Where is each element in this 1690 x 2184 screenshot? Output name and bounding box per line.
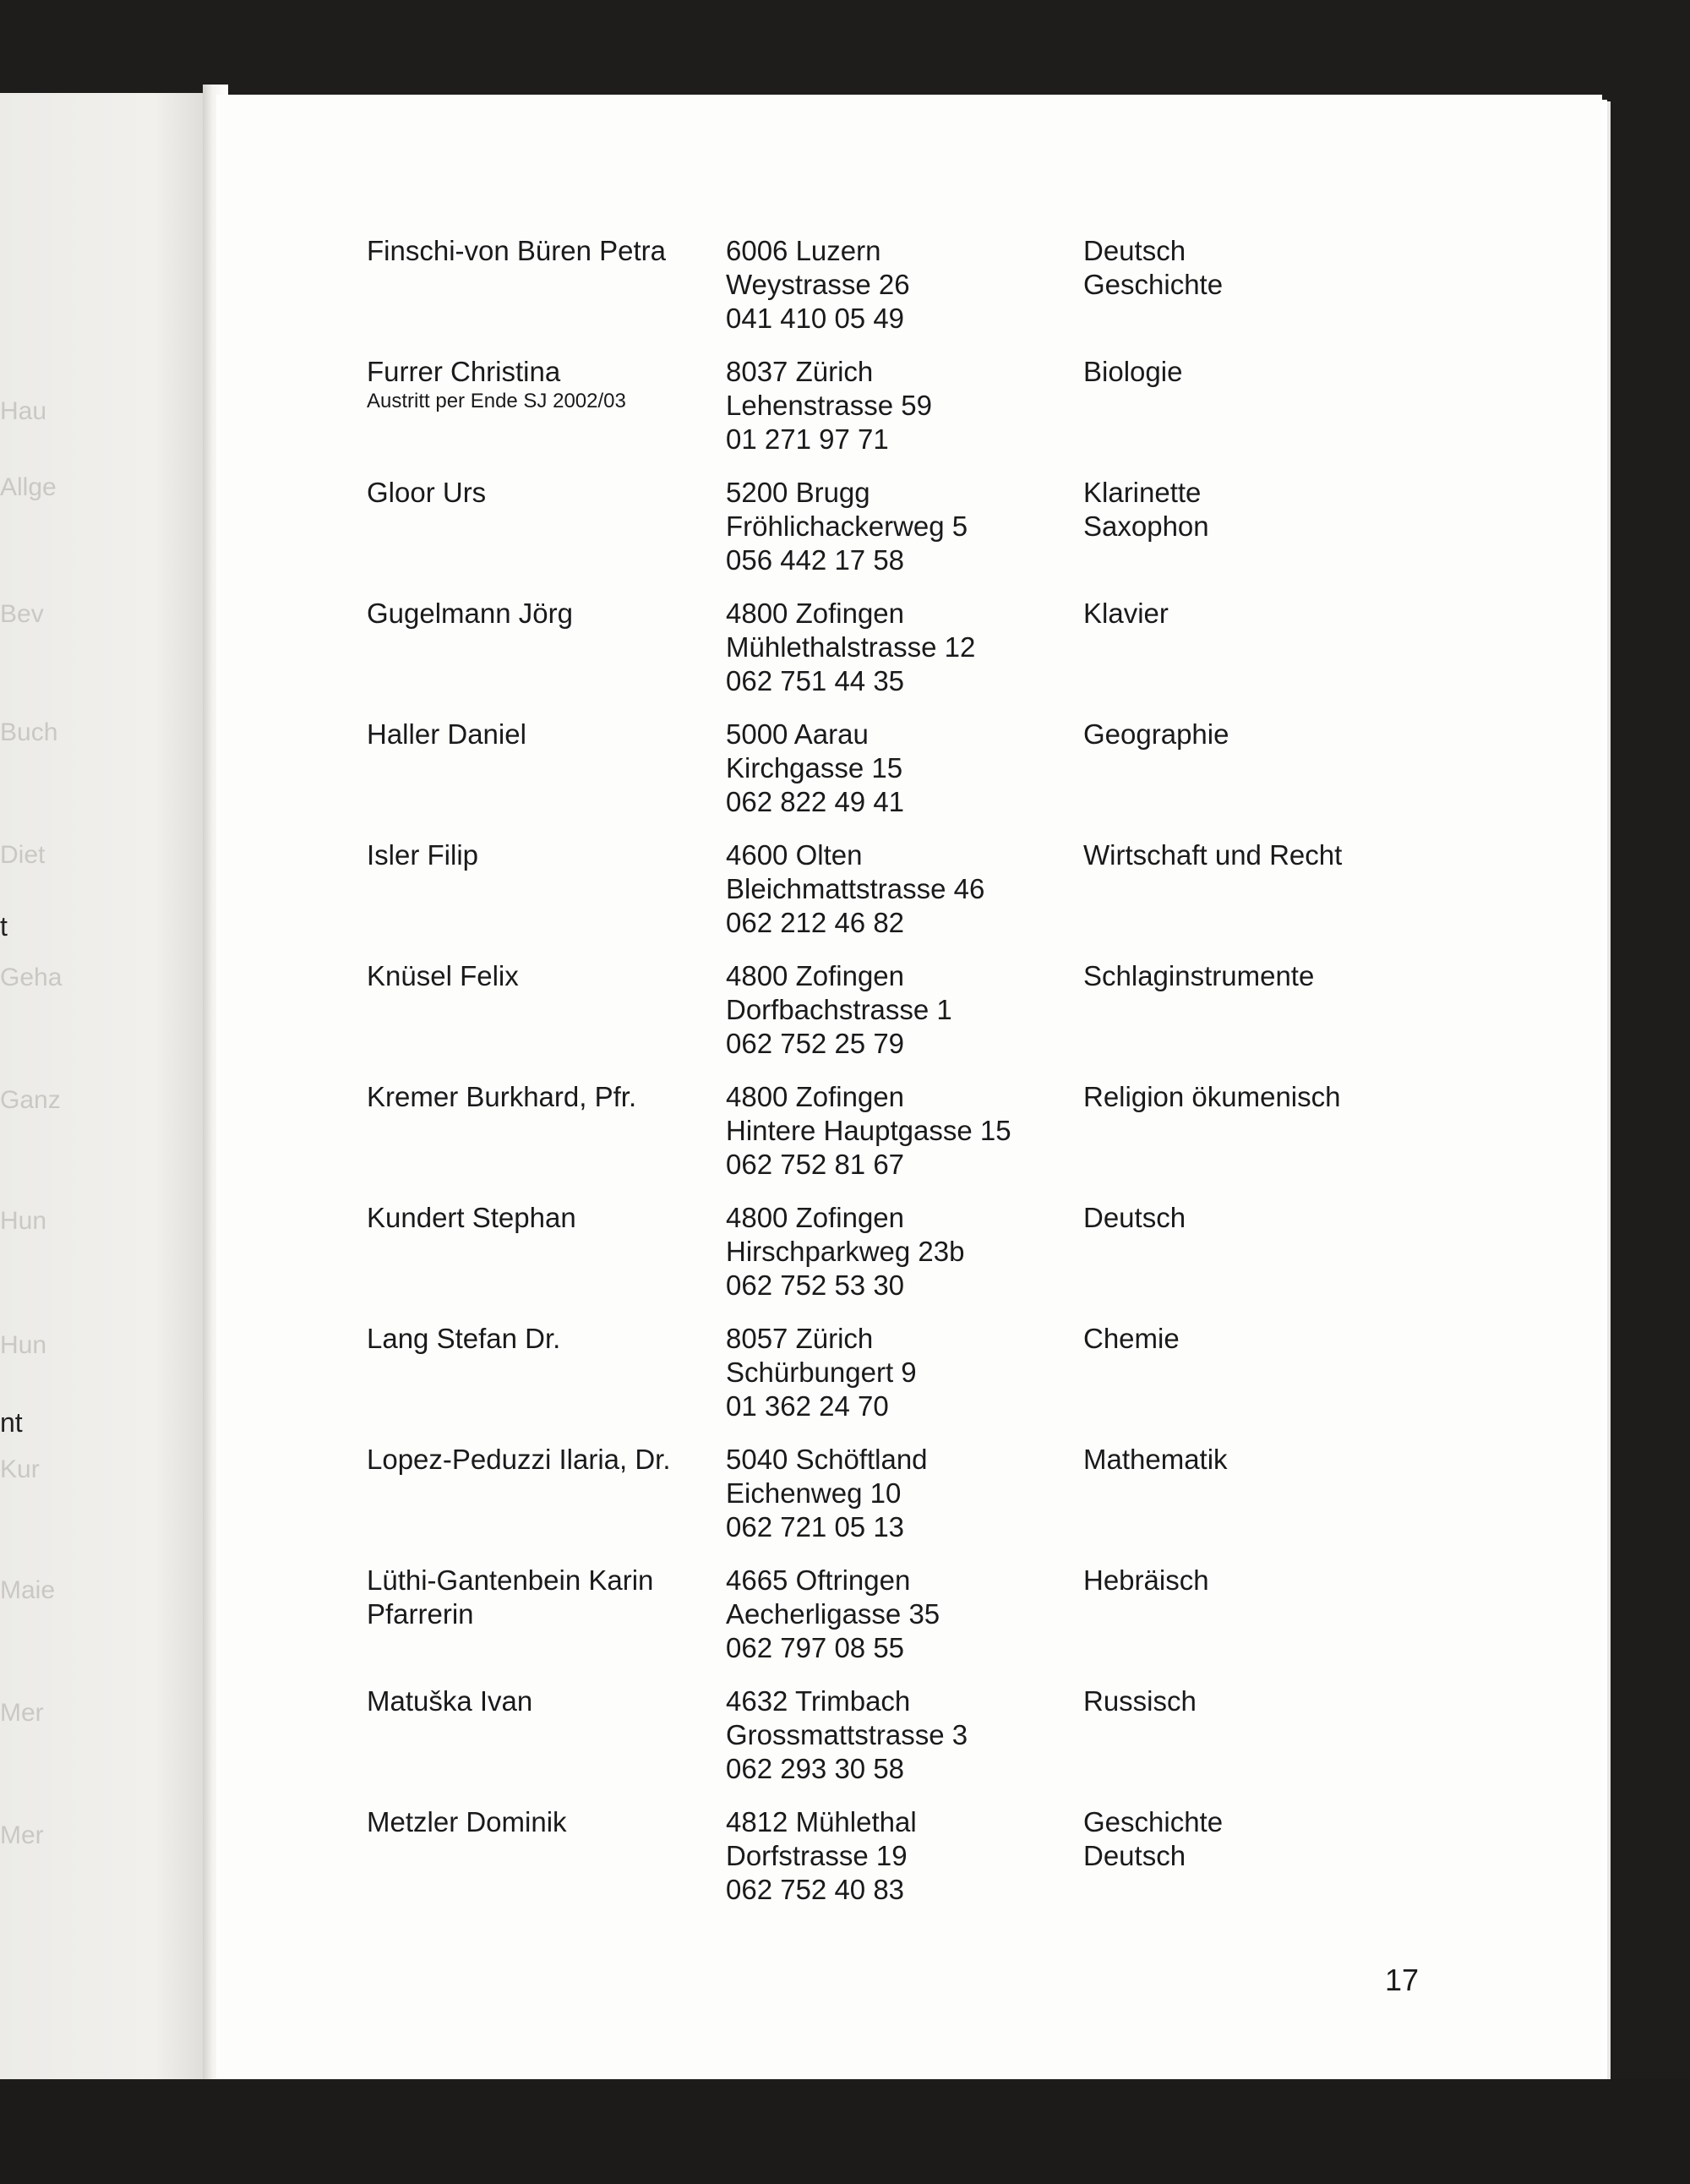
entry-name-column	[367, 1201, 722, 1235]
directory-entry	[367, 838, 1550, 959]
entry-phone: 062 752 81 67	[726, 1149, 905, 1180]
scanner-background	[0, 2079, 1690, 2184]
entry-name-column	[367, 1080, 722, 1114]
page-number: 17	[1385, 1963, 1420, 1997]
entry-address-column	[726, 476, 1081, 577]
directory-entry	[367, 476, 1550, 597]
entry-city: 5040 Schöftland	[726, 1444, 928, 1475]
entry-address-column	[726, 597, 1081, 698]
left-page-fragment: Diet	[0, 841, 46, 869]
entry-street: Grossmattstrasse 3	[726, 1719, 968, 1750]
entry-name: Gloor Urs	[367, 477, 487, 508]
entry-subject: Religion ökumenisch	[1083, 1081, 1341, 1112]
teacher-directory	[367, 234, 1550, 1926]
entry-phone: 01 362 24 70	[726, 1390, 889, 1422]
left-page-fragment: Ganz	[0, 1086, 61, 1114]
entry-city: 4800 Zofingen	[726, 598, 905, 629]
entry-subject-column	[1083, 1201, 1438, 1235]
entry-subject-column	[1083, 838, 1438, 872]
entry-phone: 062 212 46 82	[726, 907, 905, 938]
entry-name-column	[367, 1564, 722, 1631]
directory-entry	[367, 234, 1550, 355]
left-page-fragment: nt	[0, 1407, 23, 1438]
left-page-fragment: Mer	[0, 1821, 44, 1849]
left-page-fragment: Bev	[0, 600, 44, 628]
entry-address-column	[726, 1201, 1081, 1302]
left-page-fragment: t	[0, 911, 8, 942]
entry-subject-column	[1083, 1443, 1438, 1477]
directory-entry	[367, 959, 1550, 1080]
entry-name: Pfarrerin	[367, 1598, 474, 1630]
entry-city: 4800 Zofingen	[726, 1081, 905, 1112]
entry-street: Hirschparkweg 23b	[726, 1236, 965, 1267]
entry-phone: 062 293 30 58	[726, 1753, 905, 1784]
entry-address-column	[726, 1684, 1081, 1786]
entry-name-column	[367, 355, 722, 414]
directory-entry	[367, 1322, 1550, 1443]
directory-entry	[367, 1443, 1550, 1564]
entry-name: Kremer Burkhard, Pfr.	[367, 1081, 637, 1112]
directory-entry	[367, 1080, 1550, 1201]
directory-entry	[367, 1805, 1550, 1926]
entry-name: Finschi-von Büren Petra	[367, 235, 666, 266]
entry-phone: 01 271 97 71	[726, 423, 889, 455]
directory-entry	[367, 1201, 1550, 1322]
entry-address-column	[726, 1322, 1081, 1423]
entry-street: Mühlethalstrasse 12	[726, 631, 976, 663]
entry-city: 4632 Trimbach	[726, 1685, 911, 1717]
left-page-fragment: Buch	[0, 718, 58, 746]
entry-subject: Geschichte	[1083, 1806, 1224, 1837]
entry-city: 4800 Zofingen	[726, 960, 905, 991]
entry-subject: Klarinette	[1083, 477, 1202, 508]
entry-subject: Geographie	[1083, 718, 1229, 750]
directory-entry	[367, 597, 1550, 718]
entry-subject: Deutsch	[1083, 1840, 1186, 1871]
entry-address-column	[726, 718, 1081, 819]
entry-subject: Chemie	[1083, 1323, 1180, 1354]
entry-address-column	[726, 355, 1081, 456]
entry-phone: 062 797 08 55	[726, 1632, 905, 1663]
entry-city: 4800 Zofingen	[726, 1202, 905, 1233]
entry-street: Lehenstrasse 59	[726, 390, 933, 421]
entry-subject: Russisch	[1083, 1685, 1197, 1717]
entry-subject-column	[1083, 1322, 1438, 1356]
entry-name: Isler Filip	[367, 839, 479, 871]
left-page-fragment: Hun	[0, 1331, 47, 1359]
entry-phone: 056 442 17 58	[726, 544, 905, 576]
entry-address-column	[726, 1805, 1081, 1907]
entry-subject: Klavier	[1083, 598, 1169, 629]
entry-name-column	[367, 838, 722, 872]
entry-name-column	[367, 1322, 722, 1356]
entry-subject-column	[1083, 1684, 1438, 1718]
entry-subject-column	[1083, 597, 1438, 631]
left-page-fragment: Geha	[0, 964, 63, 991]
entry-name: Knüsel Felix	[367, 960, 519, 991]
entry-subject: Deutsch	[1083, 235, 1186, 266]
entry-street: Hintere Hauptgasse 15	[726, 1115, 1011, 1146]
entry-name-column	[367, 476, 722, 510]
left-page-fragment: Allge	[0, 473, 57, 501]
entry-subject: Schlaginstrumente	[1083, 960, 1315, 991]
entry-name: Metzler Dominik	[367, 1806, 567, 1837]
entry-subject-column	[1083, 959, 1438, 993]
entry-city: 4665 Oftringen	[726, 1564, 911, 1596]
entry-address-column	[726, 838, 1081, 940]
entry-address-column	[726, 234, 1081, 336]
entry-phone: 041 410 05 49	[726, 303, 905, 334]
left-page-fragment: Hau	[0, 397, 47, 425]
entry-address-column	[726, 1443, 1081, 1544]
directory-entry	[367, 355, 1550, 476]
entry-city: 4812 Mühlethal	[726, 1806, 917, 1837]
left-page-fragment: Maie	[0, 1576, 56, 1604]
entry-phone: 062 751 44 35	[726, 665, 905, 696]
entry-subject: Geschichte	[1083, 269, 1224, 300]
entry-subject-column	[1083, 234, 1438, 302]
entry-name: Haller Daniel	[367, 718, 526, 750]
entry-phone: 062 752 53 30	[726, 1269, 905, 1301]
entry-name: Kundert Stephan	[367, 1202, 576, 1233]
entry-phone: 062 752 40 83	[726, 1874, 905, 1905]
entry-name-column	[367, 1684, 722, 1718]
entry-address-column	[726, 959, 1081, 1061]
entry-subject-column	[1083, 1805, 1438, 1873]
entry-name-column	[367, 718, 722, 751]
entry-name: Lüthi-Gantenbein Karin	[367, 1564, 654, 1596]
entry-city: 8037 Zürich	[726, 356, 874, 387]
document-page	[216, 95, 1602, 2081]
entry-street: Fröhlichackerweg 5	[726, 511, 968, 542]
directory-entry	[367, 1684, 1550, 1805]
entry-subject-column	[1083, 476, 1438, 543]
entry-street: Dorfstrasse 19	[726, 1840, 908, 1871]
entry-name-column	[367, 234, 722, 268]
entry-note: Austritt per Ende SJ 2002/03	[367, 390, 626, 412]
directory-entry	[367, 1564, 1550, 1684]
entry-street: Aecherligasse 35	[726, 1598, 940, 1630]
entry-street: Eichenweg 10	[726, 1477, 902, 1509]
entry-name-column	[367, 1805, 722, 1839]
entry-subject: Wirtschaft und Recht	[1083, 839, 1343, 871]
entry-street: Dorfbachstrasse 1	[726, 994, 952, 1025]
entry-subject-column	[1083, 1564, 1438, 1597]
entry-street: Kirchgasse 15	[726, 752, 903, 784]
entry-name: Matuška Ivan	[367, 1685, 533, 1717]
entry-subject: Deutsch	[1083, 1202, 1186, 1233]
entry-subject-column	[1083, 718, 1438, 751]
entry-subject: Hebräisch	[1083, 1564, 1209, 1596]
entry-phone: 062 752 25 79	[726, 1028, 905, 1059]
entry-subject-column	[1083, 355, 1438, 389]
entry-city: 8057 Zürich	[726, 1323, 874, 1354]
entry-name-column	[367, 597, 722, 631]
entry-name: Lang Stefan Dr.	[367, 1323, 561, 1354]
entry-city: 6006 Luzern	[726, 235, 881, 266]
previous-page-edge	[0, 93, 221, 2079]
entry-subject: Biologie	[1083, 356, 1183, 387]
entry-subject: Saxophon	[1083, 511, 1209, 542]
entry-city: 5000 Aarau	[726, 718, 869, 750]
entry-phone: 062 822 49 41	[726, 786, 905, 817]
entry-name: Gugelmann Jörg	[367, 598, 573, 629]
left-page-fragment: Mer	[0, 1699, 44, 1727]
entry-name-column	[367, 1443, 722, 1477]
entry-name: Lopez-Peduzzi Ilaria, Dr.	[367, 1444, 671, 1475]
entry-phone: 062 721 05 13	[726, 1511, 905, 1542]
entry-city: 5200 Brugg	[726, 477, 870, 508]
left-page-fragment: Kur	[0, 1455, 40, 1483]
left-page-fragment: Hun	[0, 1207, 47, 1235]
entry-address-column	[726, 1080, 1081, 1182]
entry-subject-column	[1083, 1080, 1438, 1114]
entry-name: Furrer Christina	[367, 356, 561, 387]
entry-street: Weystrasse 26	[726, 269, 910, 300]
entry-street: Schürbungert 9	[726, 1357, 917, 1388]
entry-address-column	[726, 1564, 1081, 1665]
entry-street: Bleichmattstrasse 46	[726, 873, 985, 904]
entry-subject: Mathematik	[1083, 1444, 1228, 1475]
directory-entry	[367, 718, 1550, 838]
entry-name-column	[367, 959, 722, 993]
entry-city: 4600 Olten	[726, 839, 863, 871]
